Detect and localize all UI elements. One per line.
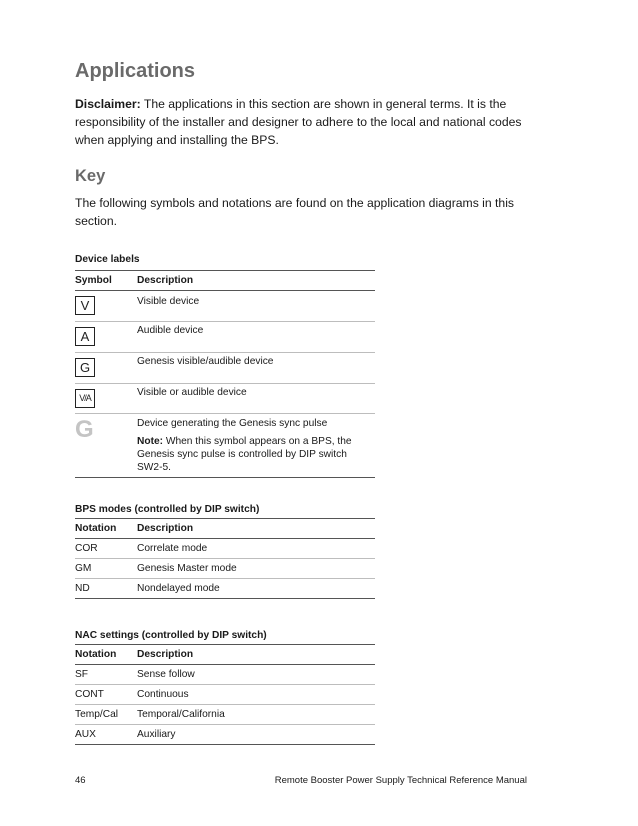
row-notation: AUX xyxy=(75,729,96,740)
col-description-header: Description xyxy=(137,649,194,660)
nac-settings-caption: NAC settings (controlled by DIP switch) xyxy=(75,630,267,641)
key-intro: The following symbols and notations are found on the application diagrams in this section. xyxy=(75,196,515,228)
row-notation: ND xyxy=(75,583,90,594)
row-description: Visible device xyxy=(137,296,200,307)
row-description: Device generating the Genesis sync pulse xyxy=(137,418,328,429)
device-labels-table xyxy=(75,270,375,478)
visible-device-symbol: V xyxy=(75,296,95,315)
row-description: Sense follow xyxy=(137,669,195,680)
row-notation: COR xyxy=(75,543,98,554)
table-row xyxy=(75,559,375,579)
row-notation: Temp/Cal xyxy=(75,709,119,720)
table-row xyxy=(75,579,375,599)
row-notation: CONT xyxy=(75,689,104,700)
disclaimer-label: Disclaimer: xyxy=(75,97,141,111)
page-title: Applications xyxy=(75,60,196,82)
col-notation-header: Notation xyxy=(75,649,117,660)
row-description: Genesis visible/audible device xyxy=(137,356,274,367)
genesis-device-symbol: G xyxy=(75,358,95,377)
col-description-header: Description xyxy=(137,523,194,534)
table-header xyxy=(75,518,375,539)
row-note xyxy=(137,435,375,474)
table-row xyxy=(75,725,375,745)
disclaimer-paragraph xyxy=(75,95,525,149)
disclaimer-text: The applications in this section are shown in general terms. It is the responsibility of the installer and designer to adhere to the local and national codes when applying and installing the BPS. xyxy=(75,97,522,147)
row-notation: SF xyxy=(75,669,89,680)
note-text: When this symbol appears on a BPS, the Genesis sync pulse is controlled by DIP switch SW2-5. xyxy=(137,436,352,473)
table-row xyxy=(75,665,375,685)
table-row xyxy=(75,384,375,414)
nac-settings-table xyxy=(75,644,375,745)
table-row xyxy=(75,322,375,353)
sync-pulse-symbol: G xyxy=(75,416,94,443)
bps-modes-table xyxy=(75,518,375,599)
row-description: Genesis Master mode xyxy=(137,563,237,574)
col-notation-header: Notation xyxy=(75,523,117,534)
page-number: 46 xyxy=(75,775,86,786)
audible-device-symbol: A xyxy=(75,327,95,346)
row-description: Nondelayed mode xyxy=(137,583,220,594)
row-description: Visible or audible device xyxy=(137,387,247,398)
row-description: Temporal/California xyxy=(137,709,225,720)
table-row xyxy=(75,353,375,384)
table-row xyxy=(75,539,375,559)
col-symbol-header: Symbol xyxy=(75,275,112,286)
manual-title: Remote Booster Power Supply Technical Reference Manual xyxy=(274,775,527,786)
row-notation: GM xyxy=(75,563,92,574)
table-row xyxy=(75,414,375,478)
table-header xyxy=(75,644,375,665)
key-heading: Key xyxy=(75,167,106,185)
row-description: Correlate mode xyxy=(137,543,208,554)
table-row xyxy=(75,705,375,725)
visible-or-audible-symbol: V/A xyxy=(75,389,95,408)
bps-modes-caption: BPS modes (controlled by DIP switch) xyxy=(75,504,260,515)
table-row xyxy=(75,291,375,322)
row-description: Continuous xyxy=(137,689,189,700)
table-header xyxy=(75,270,375,291)
table-row xyxy=(75,685,375,705)
row-description: Auxiliary xyxy=(137,729,176,740)
row-description: Audible device xyxy=(137,325,204,336)
note-label: Note: xyxy=(137,436,164,447)
device-labels-caption: Device labels xyxy=(75,254,140,265)
col-description-header: Description xyxy=(137,275,194,286)
